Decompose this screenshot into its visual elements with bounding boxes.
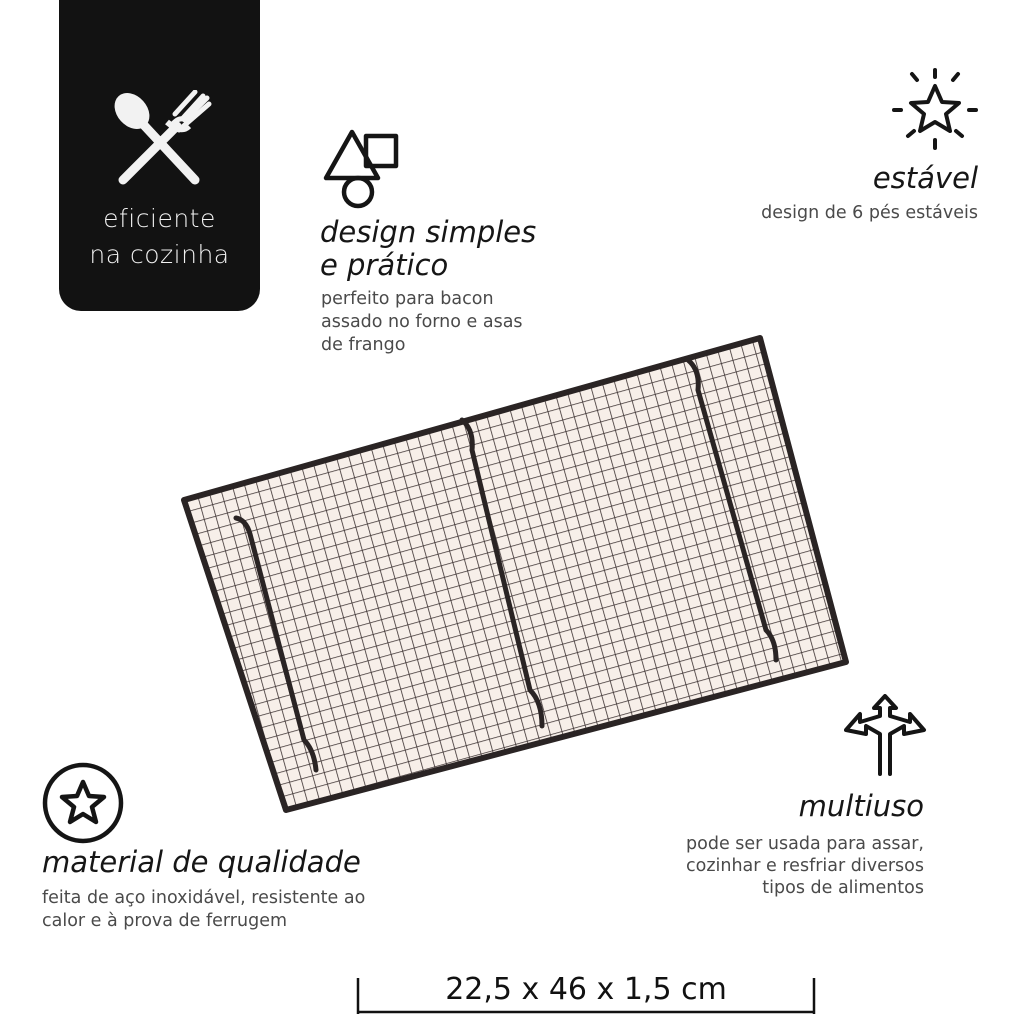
fork-and-spoon-icon (109, 90, 213, 186)
cooling-rack-image (170, 330, 860, 820)
multiuse-desc-line-2: cozinhar e resfriar diversos (686, 856, 924, 876)
stable-desc: design de 6 pés estáveis (761, 203, 978, 223)
design-desc-line-2: assado no forno e asas (321, 312, 523, 332)
design-title-line-1: design simples (320, 215, 537, 249)
multiuse-desc-line-1: pode ser usada para assar, (686, 834, 924, 854)
multiuse-desc-line-3: tipos de alimentos (762, 878, 924, 898)
sparkle-star-icon (890, 66, 980, 154)
banner-line-2: na cozinha (89, 240, 230, 269)
eficiente-banner (59, 0, 260, 311)
stable-title: estável (872, 161, 978, 195)
dimensions-label: 22,5 x 46 x 1,5 cm (445, 972, 727, 1007)
design-desc-line-1: perfeito para bacon (321, 289, 494, 309)
quality-title: material de qualidade (42, 845, 361, 879)
quality-desc-line-2: calor e à prova de ferrugem (42, 911, 288, 931)
quality-desc-line-1: feita de aço inoxidável, resistente ao (42, 888, 366, 908)
multiuse-title: multiuso (798, 789, 924, 823)
design-desc-line-3: de frango (321, 335, 406, 355)
design-title-line-2: e prático (320, 248, 449, 282)
banner-line-1: eficiente (103, 204, 216, 233)
circle-star-icon (40, 760, 126, 846)
diverging-arrows-icon (842, 694, 928, 776)
shapes-icon (320, 126, 402, 210)
